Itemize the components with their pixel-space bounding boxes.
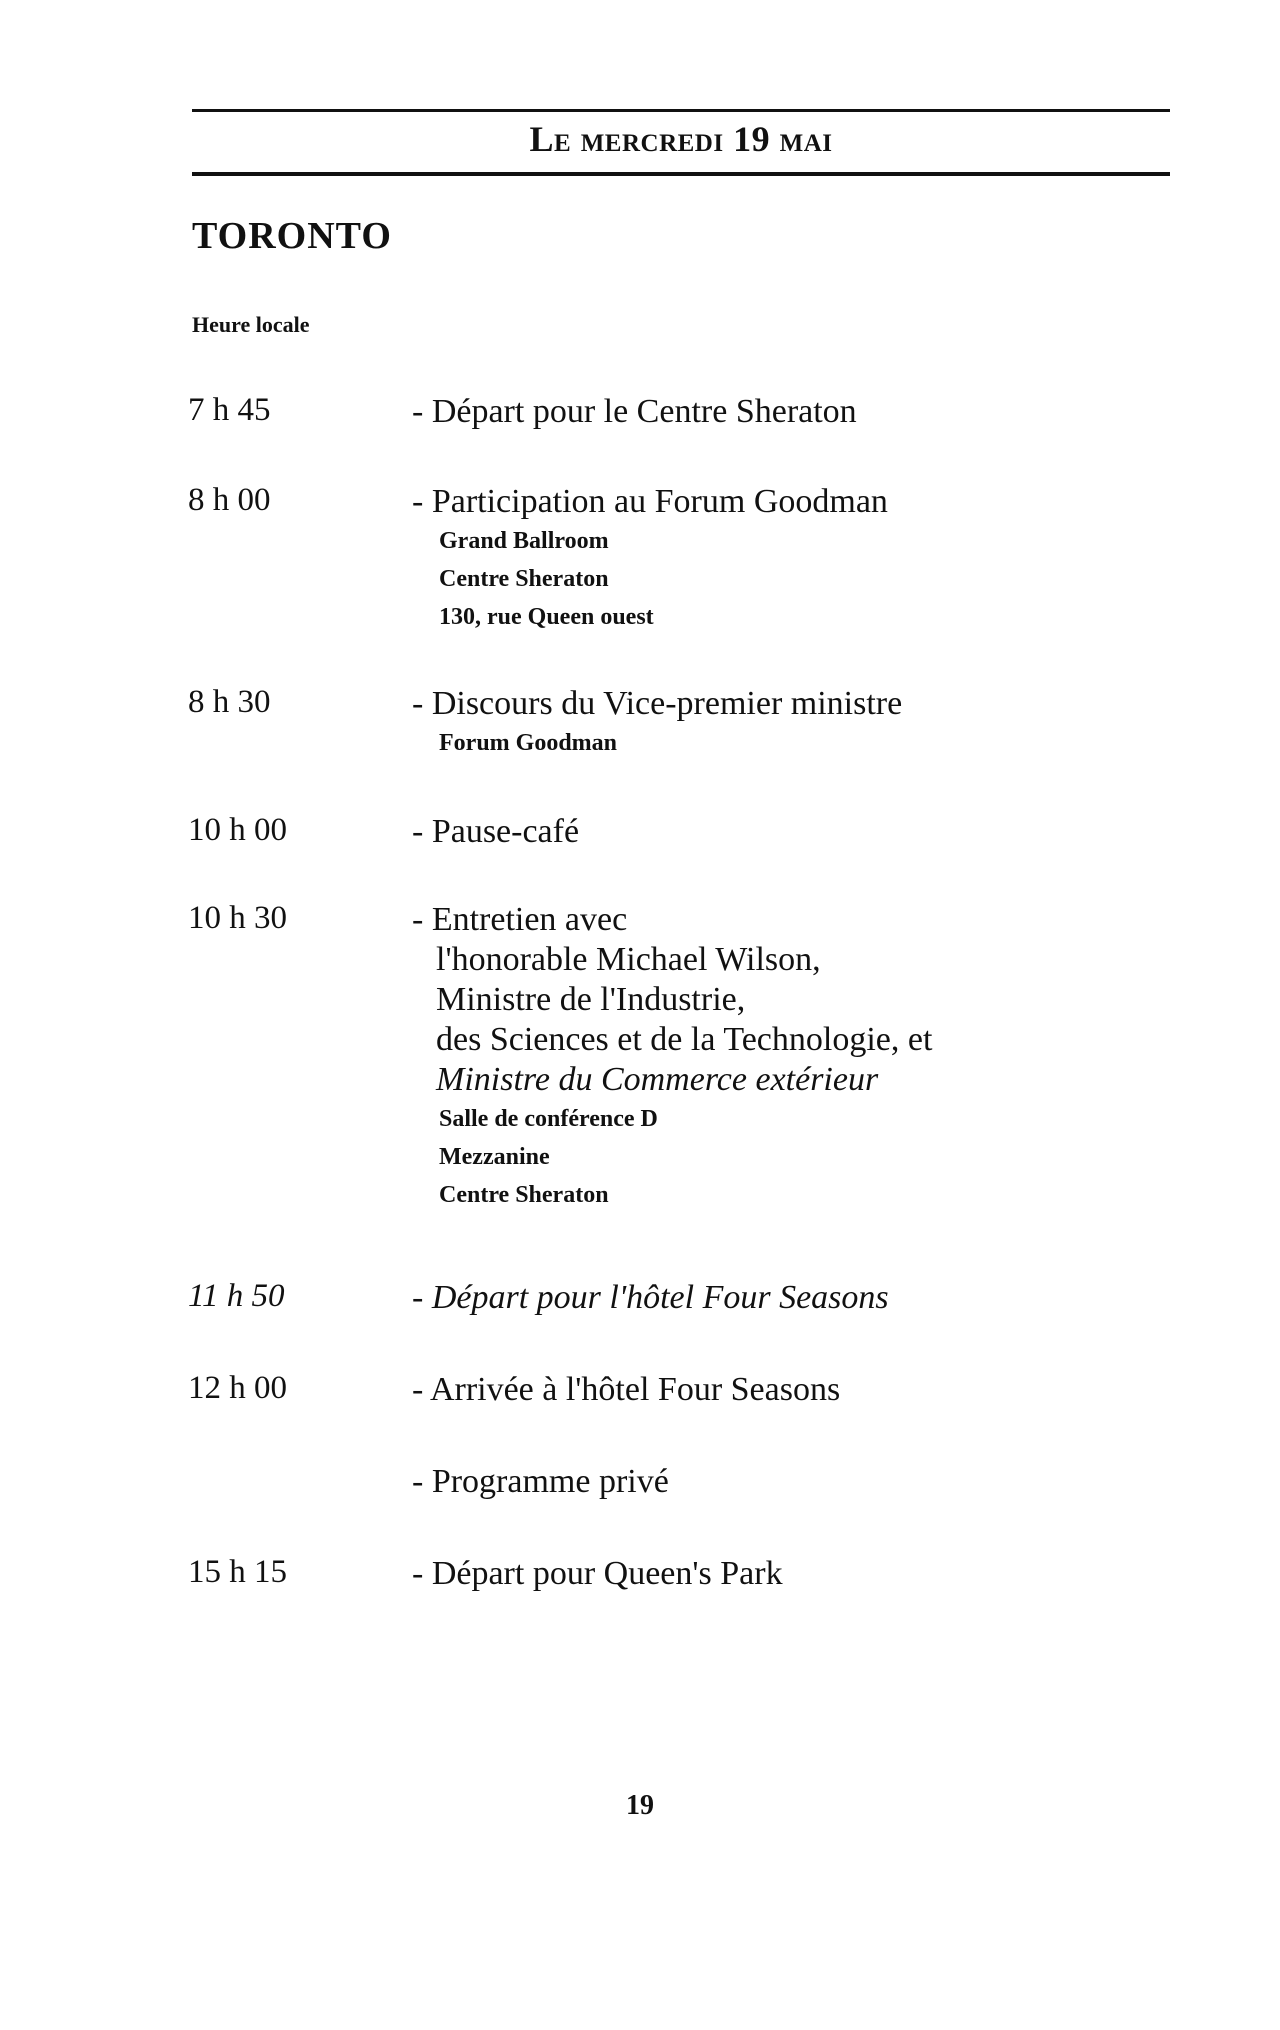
entry-activity: [412, 900, 1112, 1214]
activity-line: - Arrivée à l'hôtel Four Seasons: [412, 1371, 841, 1408]
entry-activity: [412, 1554, 1112, 1594]
activity-line: - Programme privé: [412, 1463, 669, 1500]
entry-time: 7 h 45: [188, 392, 271, 428]
entry-time: 8 h 00: [188, 482, 271, 518]
activity-line: - Discours du Vice-premier ministre: [412, 685, 903, 722]
activity-line: - Départ pour Queen's Park: [412, 1555, 783, 1592]
activity-line: des Sciences et de la Technologie, et: [436, 1021, 933, 1058]
city-heading: TORONTO: [192, 215, 392, 257]
entry-activity: [412, 812, 1112, 852]
timezone-note: Heure locale: [192, 312, 310, 337]
activity-line: Ministre du Commerce extérieur: [436, 1061, 879, 1098]
activity-line: - Départ pour l'hôtel Four Seasons: [412, 1279, 889, 1316]
activity-detail: Salle de conférence D: [439, 1106, 658, 1132]
activity-line: - Départ pour le Centre Sheraton: [412, 393, 857, 430]
page-number: 19: [626, 1790, 654, 1821]
header-top-rule: [192, 109, 1170, 112]
entry-activity: [412, 392, 1112, 432]
activity-line: l'honorable Michael Wilson,: [436, 941, 821, 978]
entry-activity: [412, 1278, 1112, 1318]
activity-line: - Pause-café: [412, 813, 580, 850]
activity-detail: Centre Sheraton: [439, 1182, 609, 1208]
entry-time: 11 h 50: [188, 1278, 285, 1314]
entry-time: 10 h 30: [188, 900, 287, 936]
activity-detail: Grand Ballroom: [439, 528, 609, 554]
activity-detail: 130, rue Queen ouest: [439, 604, 654, 630]
activity-detail: Centre Sheraton: [439, 566, 609, 592]
entry-time: 8 h 30: [188, 684, 271, 720]
entry-time: 15 h 15: [188, 1554, 287, 1590]
entry-activity: [412, 684, 1112, 762]
activity-line: - Participation au Forum Goodman: [412, 483, 888, 520]
entry-activity: [412, 1462, 1112, 1502]
activity-line: Ministre de l'Industrie,: [436, 981, 746, 1018]
entry-activity: [412, 482, 1112, 636]
entry-time: 12 h 00: [188, 1370, 287, 1406]
entry-time: 10 h 00: [188, 812, 287, 848]
date-heading: Le mercredi 19 mai: [529, 119, 833, 159]
header-bottom-rule: [192, 172, 1170, 176]
activity-detail: Mezzanine: [439, 1144, 550, 1170]
activity-detail: Forum Goodman: [439, 730, 618, 756]
entry-activity: [412, 1370, 1112, 1410]
activity-line: - Entretien avec: [412, 901, 628, 938]
